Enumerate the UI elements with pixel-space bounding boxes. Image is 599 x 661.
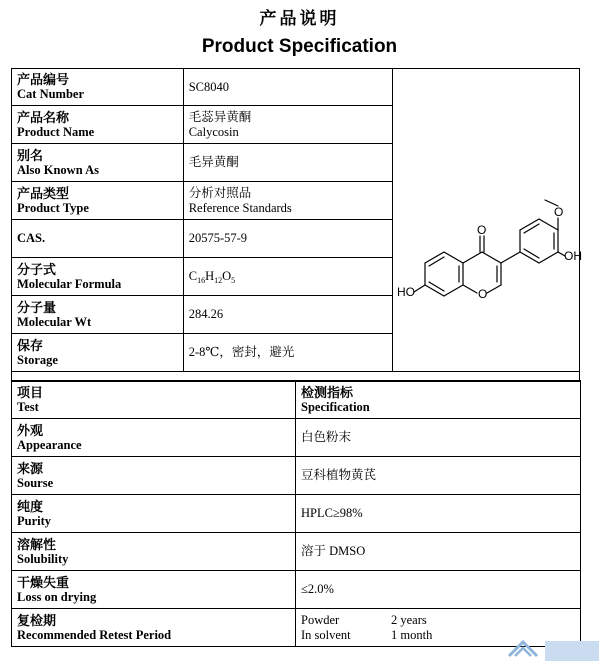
- appearance-value: 白色粉末: [296, 419, 581, 457]
- structure-cell: [393, 69, 580, 372]
- product-name-en: Calycosin: [188, 124, 239, 139]
- retest-solvent-label: In solvent: [301, 627, 351, 642]
- also-known-as-label: 别名 Also Known As: [12, 144, 184, 182]
- structure-label-ring-o: O: [477, 287, 487, 301]
- product-type-en: Reference Standards: [188, 200, 292, 215]
- title-english: Product Specification: [201, 36, 398, 57]
- cas-value: 20575-57-9: [183, 220, 392, 258]
- product-type-value: [183, 182, 392, 220]
- purity-label: 纯度 Purity: [12, 495, 296, 533]
- product-name-label: 产品名称 Product Name: [12, 106, 184, 144]
- structure-label-oh: OH: [563, 249, 582, 263]
- calycosin-structure-image: [395, 130, 582, 310]
- retest-powder-value: 2 years: [391, 612, 427, 627]
- specification-header: 检测指标 Specification: [296, 381, 581, 419]
- molecular-formula-label: 分子式 Molecular Formula: [12, 258, 184, 296]
- loss-on-drying-label: 干燥失重 Loss on drying: [12, 571, 296, 609]
- also-known-as-value: 毛异黄酮: [183, 144, 392, 182]
- product-info-table: [11, 68, 580, 382]
- solubility-label: 溶解性 Solubility: [12, 533, 296, 571]
- cas-label: CAS.: [12, 220, 184, 258]
- storage-value: 2-8℃，密封，避光: [183, 334, 392, 372]
- storage-label: 保存 Storage: [12, 334, 184, 372]
- product-name-cn: 毛蕊异黄酮: [188, 109, 252, 124]
- spec-row-appearance: [12, 419, 581, 457]
- cat-number-value: SC8040: [183, 69, 392, 106]
- product-type-cn: 分析对照品: [188, 185, 252, 200]
- cat-number-label: 产品编号 Cat Number: [12, 69, 184, 106]
- appearance-label: 外观 Appearance: [12, 419, 296, 457]
- spec-row-solubility: [12, 533, 581, 571]
- molecular-wt-label: 分子量 Molecular Wt: [12, 296, 184, 334]
- retest-powder-label: Powder: [301, 612, 340, 627]
- title-chinese: 产品说明: [259, 9, 340, 28]
- molecular-formula-value: $C_{16}H_{12}O_5$: [183, 258, 392, 296]
- source-value: 豆科植物黄芪: [296, 457, 581, 495]
- spec-row-retest: [12, 609, 581, 647]
- loss-on-drying-value: ≤2.0%: [296, 571, 581, 609]
- spec-header-row: [12, 381, 581, 419]
- specification-table: [11, 380, 581, 647]
- watermark-logo: [505, 636, 599, 661]
- structure-label-methoxy-o: O: [553, 205, 563, 219]
- structure-label-carbonyl-o: O: [476, 223, 486, 237]
- retest-solvent-value: 1 month: [391, 627, 433, 642]
- product-type-label: 产品类型 Product Type: [12, 182, 184, 220]
- spec-row-loss-on-drying: [12, 571, 581, 609]
- solubility-value: 溶于 DMSO: [296, 533, 581, 571]
- source-label: 来源 Sourse: [12, 457, 296, 495]
- test-header: 项目 Test: [12, 381, 296, 419]
- molecular-wt-value: 284.26: [183, 296, 392, 334]
- spec-row-source: [12, 457, 581, 495]
- row-cat-number: [12, 69, 580, 106]
- spec-row-purity: [12, 495, 581, 533]
- structure-label-ho: HO: [396, 285, 415, 299]
- retest-label: 复检期 Recommended Retest Period: [12, 609, 296, 647]
- purity-value: HPLC≥98%: [296, 495, 581, 533]
- product-name-value: [183, 106, 392, 144]
